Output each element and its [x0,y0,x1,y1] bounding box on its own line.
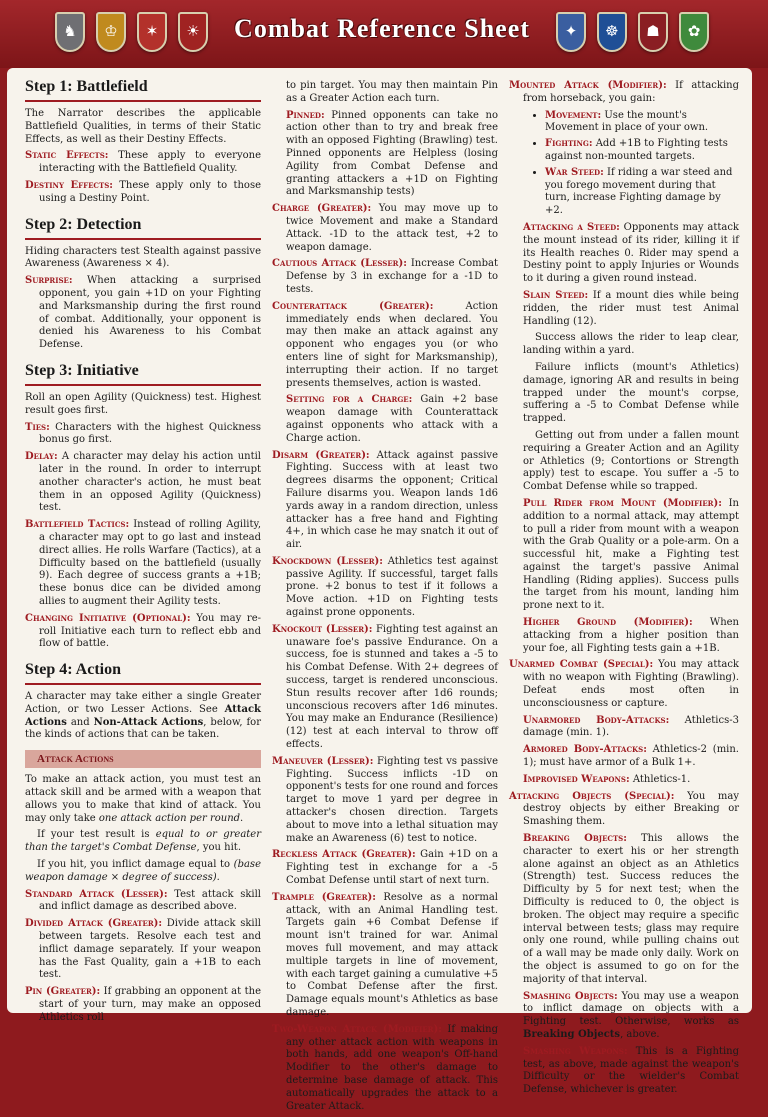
knockdown-entry: Knockdown (Lesser): Athletics test against passive Agility. If successful, target falls prone. +2 bonus to test if it follows a Move action. +1D on Fighting tests against prone opponents. [272,555,498,619]
step-3-intro: Roll an open Agility (Quickness) test. Highest result goes first. [25,391,261,416]
pull-rider-entry: Pull Rider from Mount (Modifier): In addition to a normal attack, may attempt to pull a rider from mount with a weapon with the Grab Quality or a pole-arm. On a successful hit, make a Fighting test against the target's passive Animal Handling (Riding applies). Success pulls the target from his mount, landing him prone next to it. [523,497,739,612]
cautious-attack-entry: Cautious Attack (Lesser): Increase Combat Defense by 3 in exchange for a -1D to tests. [272,258,498,295]
star-sigil-icon: ✦ [556,12,586,52]
battlefield-tactics-entry: Battlefield Tactics: Instead of rolling Agility, a character may opt to go last and instead direct allies. He rolls Warfare (Tactics), at a Difficulty based on the battlefield (usually 9). Each degree of success grants a +1B; these bonus dice can be divided among allies to augment their Agility tests. [25,519,261,607]
step-1-intro: The Narrator describes the applicable Battlefield Qualities, in terms of their Static Effects, as well as their Destiny Effects. [25,108,261,145]
smashing-objects-entry: Smashing Objects: You may use a weapon to inflict damage on objects with a Fighting test. Otherwise, works as Breaking Objects, above. [523,990,739,1040]
lion-sigil-icon: ♔ [96,12,126,52]
delay-entry: Delay: A character may delay his action until later in the round. In order to interrupt another character's action, he must beat them in an opposed Agility (Quickness) test. [25,451,261,514]
dragon-sigil-icon: ☸ [597,12,627,52]
slain-steed-entry: Slain Steed: If a mount dies while being ridden, the rider must test Animal Handling (12). [523,289,739,327]
surprise-entry: Surprise: When attacking a surprised opponent, you gain +1D on your Fighting and Marksmanship during the first round of combat. Additionally, your opponent is denied his Awareness to his Combat Defense. [25,275,261,351]
reckless-attack-entry: Reckless Attack (Greater): Gain +1D on a Fighting test in exchange for a -5 Combat Defense until start of next turn. [272,849,498,887]
pin-entry: Pin (Greater): If grabbing an opponent at the start of your turn, may make an opposed Athletics roll [25,986,261,1023]
skull-sigil-icon: ☗ [638,12,668,52]
charge-entry: Charge (Greater): You may move up to twice Movement and make a Standard Attack. -1D to the attack test, +2 to weapon damage. [272,203,499,253]
column-right [509,80,739,1101]
list-item: • Fighting: Add +1B to Fighting tests against non-mounted targets. [545,138,739,164]
maneuver-entry: Maneuver (Lesser): Fighting test vs passive Fighting. Success inflicts -1D on opponent's tests for one round and forces target to move 1 yard per degree in attacker's chosen direction. Targets about to move into a lethal situation may make an Awareness (6) test to notice. [272,755,499,844]
knockout-entry: Knockout (Lesser): Fighting test against an unaware foe's passive Endurance. On a success, foe is stunned and takes a -5 to his Combat Defense. With 2+ degrees of success, target is rendered unconscious. Stun results recover after 1d6 rounds; unconscious recovers after 1d6 minutes. You may make an Endurance (Resilience) (12) test at each interval to throw off effects. [272,623,498,751]
step-3-heading: Step 3: Initiative [25,362,261,386]
setting-for-charge-entry: Setting for a Charge: Gain +2 base weapon damage with Counterattack against opponents who attack with a Charge action. [286,394,498,444]
two-weapon-attack-entry: Two-Weapon Attack (Modifier): If making any other attack action with weapons in both hands, add one weapon's Off-hand Modifier to the other's damage to determine base damage of attack. This automatically upgrades the attack to a Greater Attack. [272,1023,498,1112]
step-2-heading: Step 2: Detection [25,216,261,240]
smashing-weapons-entry: Smashing Weapons: This is a Fighting test, as above, made against the weapon's Difficulty or the wielder's Combat Defense, whichever is greater. [523,1045,739,1096]
divided-attack-entry: Divided Attack (Greater): Divide attack skill between targets. Resolve each test and inflict damage separately. If your weapon has the Fast Quality, gain a +1B to each test. [25,918,262,981]
title-banner [0,0,768,68]
page-title: Combat Reference Sheet [234,14,530,43]
trample-entry: Trample (Greater): Resolve as a normal attack, with an Animal Handling test. Targets gain +6 Combat Defense if mount isn't trained for war. Animal moves full movement, and may attack multiple targets in line of movement, with each target gaining a cumulative +5 to Combat Defense after the first. Damage equals mount's Athletics as base damage. [272,891,498,1018]
armored-body-attacks-entry: Armored Body-Attacks: Athletics-2 (min. 1); must have armor of a Bulk 1+. [523,744,739,769]
column-left [25,68,261,1029]
attack-rule-2: If your test result is equal to or greater than the target's Combat Defense, you hit. [25,829,261,854]
step-2-intro: Hiding characters test Stealth against passive Awareness (Awareness × 4). [25,245,261,270]
ties-entry: Ties: Characters with the highest Quickness bonus go first. [25,421,261,446]
slain-steed-escape: Getting out from under a fallen mount requiring a Greater Action and an Agility or Athletics (9; Contortions or Strength apply) test to escape. You suffer a -5 to Combat Defense while so trapped. [523,429,739,493]
reference-sheet [7,68,752,1112]
changing-initiative-entry: Changing Initiative (Optional): You may re-roll Initiative each turn to reflect ebb and flow of battle. [25,612,261,650]
attacking-steed-entry: Attacking a Steed: Opponents may attack the mount instead of its rider, killing it if its Health reaches 0. Rider may spend a Destiny point to apply Injuries or Wounds to it during a given round instead. [523,221,739,285]
sun-sigil-icon: ☀ [178,12,208,52]
pin-continued: to pin target. You may then maintain Pin as a Greater Action each turn. [286,80,498,104]
list-item: • War Steed: If riding a war steed and you forego movement during that turn, increase Fighting damage by +2. [545,167,739,218]
attacking-objects-entry: Attacking Objects (Special): You may destroy objects by either Breaking or Smashing them. [509,790,739,828]
attack-rule-3: If you hit, you inflict damage equal to (base weapon damage × degree of success). [25,859,261,883]
slain-steed-success: Success allows the rider to leap clear, landing within a yard. [523,332,739,357]
crab-sigil-icon: ✶ [137,12,167,52]
breaking-objects-entry: Breaking Objects: This allows the character to exert his or her strength alone against an object as an Athletics (Strength) test. Success reduces the Difficulty by 5 for next test; when the Difficulty is reduced to 0, the object is broken. The object may require a specific interval between tests; glass may require only one round, while pulling chains out of a wall may be made only daily. Work on the object is assumed to go on for the majority of that interval. [523,833,739,985]
flower-sigil-icon: ✿ [679,12,709,52]
destiny-effects-entry: Destiny Effects: These apply only to those using a Destiny Point. [25,179,261,204]
step-4-intro: A character may take either a single Greater Action, or two Lesser Actions. See Attack Actions and Non-Attack Actions, below, for the kinds of actions that can be taken. [25,691,261,741]
step-1-heading: Step 1: Battlefield [25,78,261,102]
higher-ground-entry: Higher Ground (Modifier): When attacking from a higher position than your foe, all Fighting tests gain a +1B. [523,617,739,654]
horse-sigil-icon: ♞ [55,12,85,52]
step-4-heading: Step 4: Action [25,661,261,685]
pinned-entry: Pinned: Pinned opponents can take no action other than to try and break free with an opposed Fighting (Brawling) test. Pinned opponents are Helpless (losing Agility from Combat Defense and granting attackers a +1D on Fighting and Marksmanship tests) [286,109,498,198]
attack-actions-bar: Attack Actions [25,750,261,768]
disarm-entry: Disarm (Greater): Attack against passive Fighting. Success with at least two degrees disarms the opponent; Critical Failure disarms you. Weapon lands 1d6 yards away in a random direction, unless attacker has a free hand and Fighting 4+, in which case he may snatch it out of air. [272,449,498,551]
improvised-weapons-entry: Improvised Weapons: Athletics-1. [523,773,691,785]
list-item: • Movement: Use the mount's Movement in place of your own. [545,110,739,136]
counterattack-entry: Counterattack (Greater): Action immediately ends when declared. You may then make an attack against any opponent who engages you (or who enters line of sight for Marksmanship), interrupting their action. If no target presents themselves, action is wasted. [272,300,498,389]
static-effects-entry: Static Effects: These apply to everyone interacting with the Battlefield Quality. [25,150,261,175]
unarmed-combat-entry: Unarmed Combat (Special): You may attack with no weapon with Fighting (Brawling). Defeat ends most often in unconsciousness or capture. [509,659,739,709]
mounted-attack-list [509,110,739,218]
column-middle [272,80,498,1117]
unarmored-body-attacks-entry: Unarmored Body-Attacks: Athletics-3 damage (min. 1). [523,714,739,739]
standard-attack-entry: Standard Attack (Lesser): Test attack skill and inflict damage as described above. [25,888,261,913]
mounted-attack-entry: Mounted Attack (Modifier): If attacking from horseback, you gain: [509,80,739,104]
slain-steed-failure: Failure inflicts (mount's Athletics) damage, ignoring AR and results in being trapped under the mount's corpse, suffering a -5 to Combat Defense while trapped. [523,361,739,425]
attack-rule-1: To make an attack action, you must test an attack skill and be armed with a weapon that allows you to make that kind of attack. You may only take one attack action per round. [25,774,261,824]
